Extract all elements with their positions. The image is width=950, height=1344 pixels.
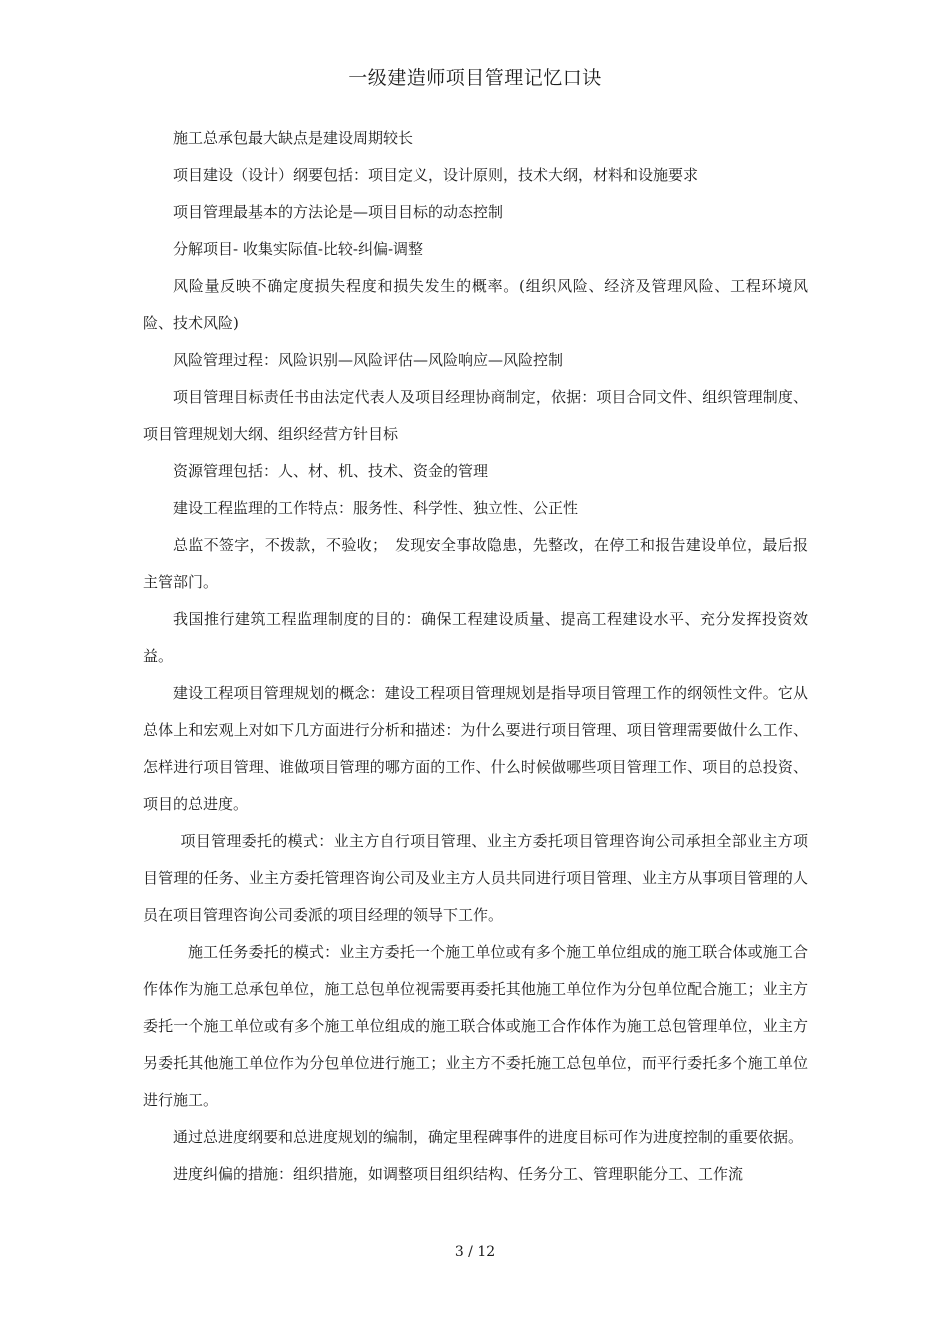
paragraph: 我国推行建筑工程监理制度的目的：确保工程建设质量、提高工程建设水平、充分发挥投资效益。 bbox=[143, 610, 808, 665]
paragraph: 风险量反映不确定度损失程度和损失发生的概率。(组织风险、经济及管理风险、工程环境风险、技术风险) bbox=[143, 277, 808, 332]
paragraph: 建设工程项目管理规划的概念：建设工程项目管理规划是指导项目管理工作的纲领性文件。它从总体上和宏观上对如下几方面进行分析和描述：为什么要进行项目管理、项目管理需要做什么工作、怎样进行项目管理、谁做项目管理的哪方面的工作、什么时候做哪些项目管理工作、项目的总投资、项目的总进度。 bbox=[143, 684, 808, 813]
paragraph: 建设工程监理的工作特点：服务性、科学性、独立性、公正性 bbox=[173, 499, 579, 517]
document-body bbox=[143, 120, 808, 1193]
paragraph: 项目管理委托的模式：业主方自行项目管理、业主方委托项目管理咨询公司承担全部业主方项目管理的任务、业主方委托管理咨询公司及业主方人员共同进行项目管理、业主方从事项目管理的人员在项目管理咨询公司委派的项目经理的领导下工作。 bbox=[143, 832, 808, 924]
paragraph: 总监不签字，不拨款，不验收； 发现安全事故隐患，先整改，在停工和报告建设单位，最后报主管部门。 bbox=[143, 536, 808, 591]
paragraph: 项目管理最基本的方法论是—项目目标的动态控制 bbox=[173, 203, 504, 221]
paragraph: 通过总进度纲要和总进度规划的编制，确定里程碑事件的进度目标可作为进度控制的重要依据。 bbox=[173, 1128, 804, 1146]
paragraph: 资源管理包括：人、材、机、技术、资金的管理 bbox=[173, 462, 489, 480]
paragraph: 分解项目- 收集实际值-比较-纠偏-调整 bbox=[173, 240, 424, 258]
paragraph: 风险管理过程：风险识别—风险评估—风险响应—风险控制 bbox=[173, 351, 564, 369]
paragraph: 施工总承包最大缺点是建设周期较长 bbox=[173, 129, 414, 147]
page-number: 3 / 12 bbox=[454, 1244, 496, 1260]
paragraph: 项目建设（设计）纲要包括：项目定义，设计原则，技术大纲，材料和设施要求 bbox=[173, 166, 699, 184]
paragraph: 进度纠偏的措施：组织措施，如调整项目组织结构、任务分工、管理职能分工、工作流 bbox=[173, 1165, 744, 1183]
document-title: 一级建造师项目管理记忆口诀 bbox=[348, 67, 602, 89]
paragraph: 项目管理目标责任书由法定代表人及项目经理协商制定，依据：项目合同文件、组织管理制度、项目管理规划大纲、组织经营方针目标 bbox=[143, 388, 808, 443]
paragraph: 施工任务委托的模式：业主方委托一个施工单位或有多个施工单位组成的施工联合体或施工合作体作为施工总承包单位，施工总包单位视需要再委托其他施工单位作为分包单位配合施工；业主方委托一个施工单位或有多个施工单位组成的施工联合体或施工合作体作为施工总包管理单位，业主方另委托其他施工单位作为分包单位进行施工；业主方不委托施工总包单位，而平行委托多个施工单位进行施工。 bbox=[143, 943, 808, 1109]
